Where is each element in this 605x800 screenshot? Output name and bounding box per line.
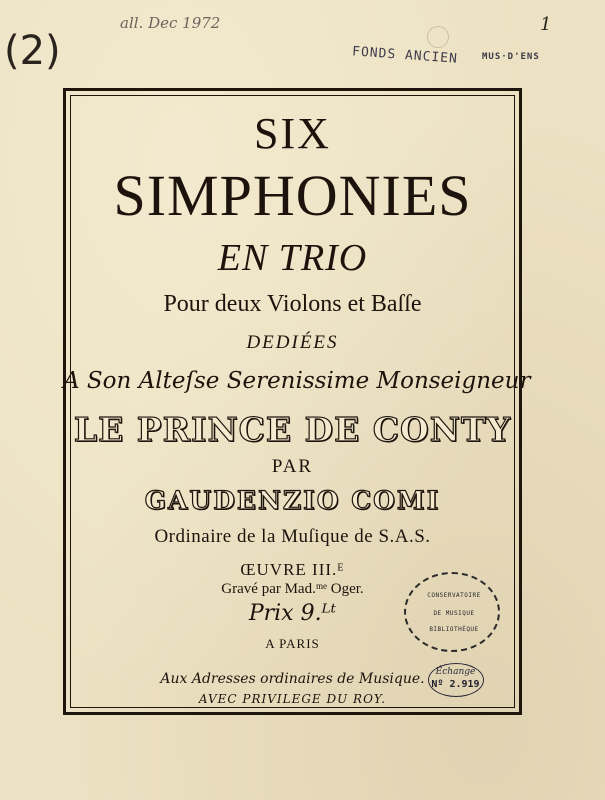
fonds-ancien-stamp: FONDS ANCIEN xyxy=(351,44,459,67)
ordinaire-line: Ordinaire de la Muſique de S.A.S. xyxy=(154,526,431,547)
addresses-line: Aux Adresses ordinaires de Musique. xyxy=(160,671,425,687)
price-line: Prix 9.ᴸᵗ xyxy=(248,601,337,626)
round-stamp-line1: CONSERVATOIRE xyxy=(427,592,481,599)
round-stamp-line2: DE MUSIQUE xyxy=(433,610,475,617)
engraver-line: Gravé par Mad.ᵐᵉ Oger. xyxy=(221,581,364,597)
instrumentation-line: Pour deux Violons et Baſſe xyxy=(163,291,422,317)
shelf-number: (2) xyxy=(4,28,61,74)
title-simphonies: SIMPHONIES xyxy=(113,163,472,228)
mus-dens-stamp: MUS·D'ENS xyxy=(482,52,540,62)
dedicatee-script-line: A Son Alteſse Serenissime Monseigneur xyxy=(63,368,531,394)
opus-line: ŒUVRE III.ᴱ xyxy=(240,560,345,579)
oval-stamp-line1: Échange xyxy=(435,667,476,677)
prince-de-conty-line: LE PRINCE DE CONTY xyxy=(73,410,512,449)
city-line: A PARIS xyxy=(265,636,320,651)
oval-stamp-line2: Nº 2.919 xyxy=(431,679,480,690)
title-six: SIX xyxy=(254,109,331,158)
top-right-number: 1 xyxy=(540,14,552,35)
privilege-line: AVEC PRIVILEGE DU ROY. xyxy=(198,692,387,706)
title-en-trio: EN TRIO xyxy=(217,237,368,279)
exchange-oval-stamp xyxy=(428,663,484,697)
handwritten-note: all. Dec 1972 xyxy=(120,14,221,32)
composer-name: GAUDENZIO COMI xyxy=(144,486,441,515)
par-line: PAR xyxy=(271,456,314,477)
faint-circle-stamp xyxy=(427,26,449,48)
round-stamp-line3: BIBLIOTHÈQUE xyxy=(429,626,479,633)
dediees-line: DEDIÉES xyxy=(246,332,339,353)
conservatoire-round-stamp xyxy=(404,572,500,652)
